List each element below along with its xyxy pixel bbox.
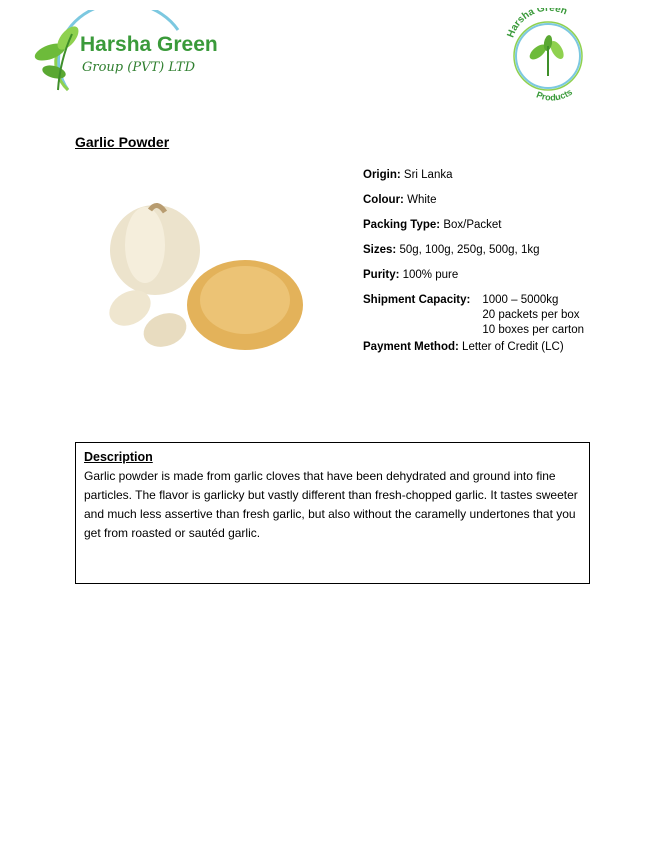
- spec-payment-method: [363, 340, 584, 355]
- garlic-powder-image: [95, 190, 310, 370]
- spec-packing-type: [363, 218, 584, 233]
- shipment-value: 1000 – 5000kg: [482, 294, 559, 306]
- logo-line2: Group (PVT) LTD: [82, 60, 196, 75]
- logo-text: [80, 32, 218, 76]
- seal-bottom-text: Products: [535, 86, 575, 103]
- spec-origin: [363, 168, 584, 183]
- spec-value: Sri Lanka: [403, 169, 453, 181]
- description-box: [75, 442, 590, 584]
- spec-sizes: [363, 243, 584, 258]
- spec-label: Colour:: [363, 194, 404, 206]
- spec-purity: [363, 268, 584, 283]
- spec-value: 100% pure: [402, 269, 459, 281]
- spec-colour: [363, 193, 584, 208]
- spec-value: Letter of Credit (LC): [462, 341, 564, 353]
- seal-top-text: Harsha Green: [505, 8, 569, 40]
- spec-value: White: [407, 194, 437, 206]
- description-text: Garlic powder is made from garlic cloves that have been dehydrated and ground into fine particles. The flavor is garlicky but vastly different than fresh-chopped garlic. It tastes sweeter and much less assertive than fresh garlic, but also without the caramelly undertones that you get from roasted or sautéd garlic.: [84, 469, 578, 540]
- spec-label: Origin:: [363, 169, 401, 181]
- harsha-green-group-logo: [28, 10, 218, 102]
- description-heading: Description: [84, 450, 153, 464]
- product-specs: [363, 168, 584, 365]
- spec-shipment-capacity: [363, 293, 584, 338]
- shipment-value: 20 packets per box: [482, 309, 580, 321]
- harsha-green-products-seal: [500, 8, 596, 104]
- product-title: Garlic Powder: [75, 134, 170, 150]
- logo-line1: Harsha Green: [80, 33, 218, 56]
- spec-label: Shipment Capacity:: [363, 294, 471, 306]
- shipment-value: 10 boxes per carton: [482, 324, 585, 336]
- spec-value: 50g, 100g, 250g, 500g, 1kg: [399, 244, 540, 256]
- spec-label: Purity:: [363, 269, 400, 281]
- spec-label: Sizes:: [363, 244, 397, 256]
- spec-label: Payment Method:: [363, 341, 459, 353]
- spec-label: Packing Type:: [363, 219, 441, 231]
- spec-value: Box/Packet: [443, 219, 502, 231]
